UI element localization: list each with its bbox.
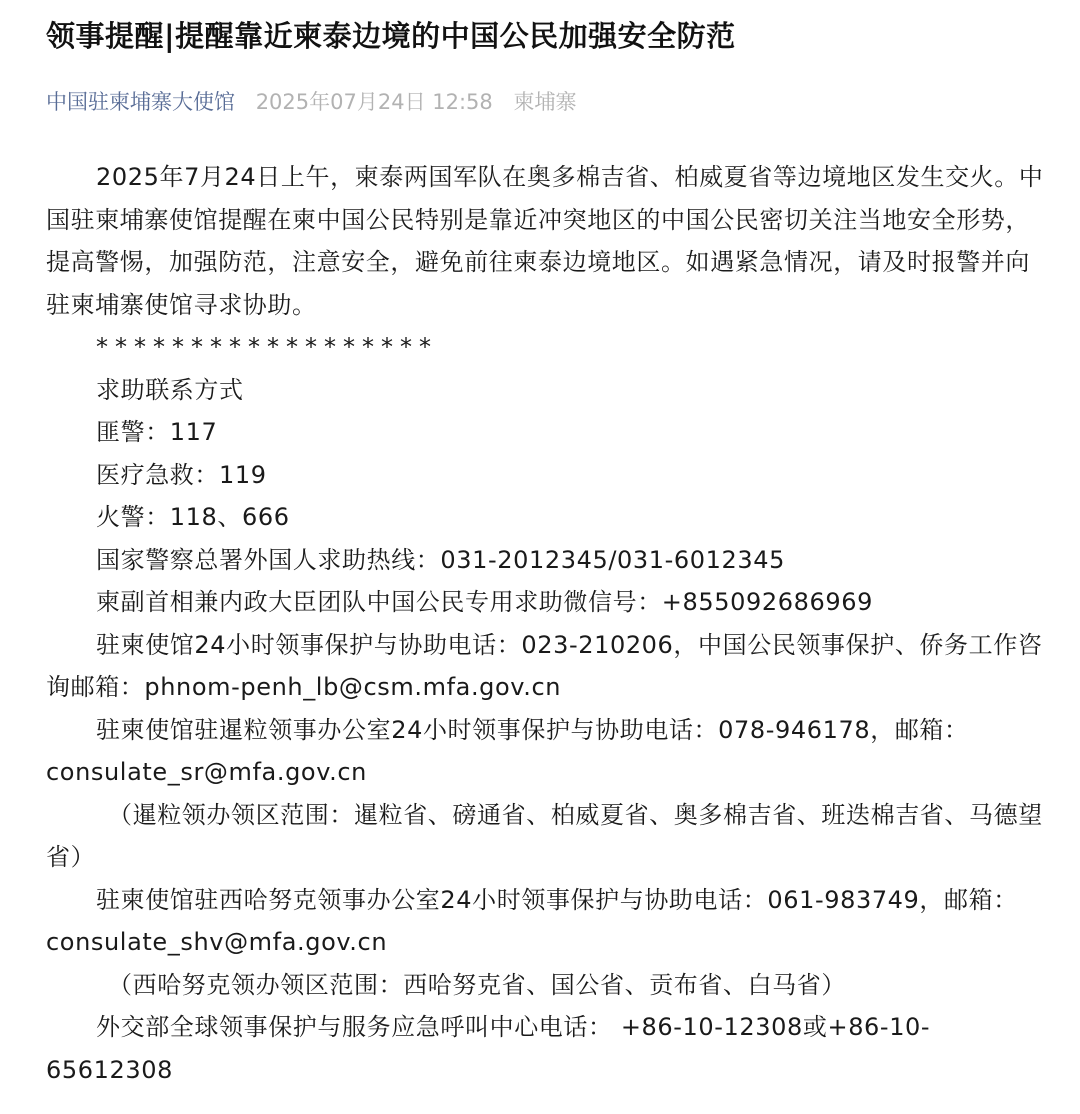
- siem-reap-district-note: （暹粒领办领区范围：暹粒省、磅通省、柏威夏省、奥多棉吉省、班迭棉吉省、马德望省）: [46, 800, 1043, 871]
- siem-reap-office-paragraph: 驻柬使馆驻暹粒领事办公室24小时领事保护与协助电话：078-946178，邮箱：consulate_sr@mfa.gov.cn: [46, 715, 969, 786]
- foreigner-hotline-line: 国家警察总署外国人求助热线：031-2012345/031-6012345: [96, 545, 785, 574]
- intro-paragraph: 2025年7月24日上午，柬泰两国军队在奥多棉吉省、柏威夏省等边境地区发生交火。中国驻柬埔寨使馆提醒在柬中国公民特别是靠近冲突地区的中国公民密切关注当地安全形势，提高警惕，加强防范，注意安全，避免前往柬泰边境地区。如遇紧急情况，请及时报警并向驻柬埔寨使馆寻求协助。: [46, 163, 1044, 319]
- article-title: 领事提醒|提醒靠近柬泰边境的中国公民加强安全防范: [46, 19, 736, 53]
- fire-line: 火警：118、666: [96, 503, 290, 531]
- region-label: 柬埔寨: [513, 90, 577, 114]
- wechat-help-line: 柬副首相兼内政大臣团队中国公民专用求助微信号：+855092686969: [96, 588, 873, 616]
- separator-stars: ******************: [96, 333, 438, 361]
- article-body: [46, 156, 1044, 1091]
- police-line: 匪警：117: [96, 418, 218, 446]
- article-meta: [46, 86, 1044, 118]
- sihanouk-district-note: （西哈努克领办领区范围：西哈努克省、国公省、贡布省、白马省）: [108, 970, 846, 999]
- account-name-link[interactable]: 中国驻柬埔寨大使馆: [46, 90, 235, 114]
- contacts-heading: 求助联系方式: [96, 375, 244, 404]
- sihanouk-office-paragraph: 驻柬使馆驻西哈努克领事办公室24小时领事保护与协助电话：061-983749，邮箱：consulate_shv@mfa.gov.cn: [46, 885, 1018, 956]
- embassy-hotline-paragraph: 驻柬使馆24小时领事保护与协助电话：023-210206，中国公民领事保护、侨务工作咨询邮箱：phnom-penh_lb@csm.mfa.gov.cn: [46, 630, 1043, 701]
- global-hotline-paragraph: 外交部全球领事保护与服务应急呼叫中心电话： +86-10-12308或+86-10-65612308: [46, 1013, 931, 1084]
- publish-time: 2025年07月24日 12:58: [255, 90, 493, 114]
- ambulance-line: 医疗急救：119: [96, 460, 267, 489]
